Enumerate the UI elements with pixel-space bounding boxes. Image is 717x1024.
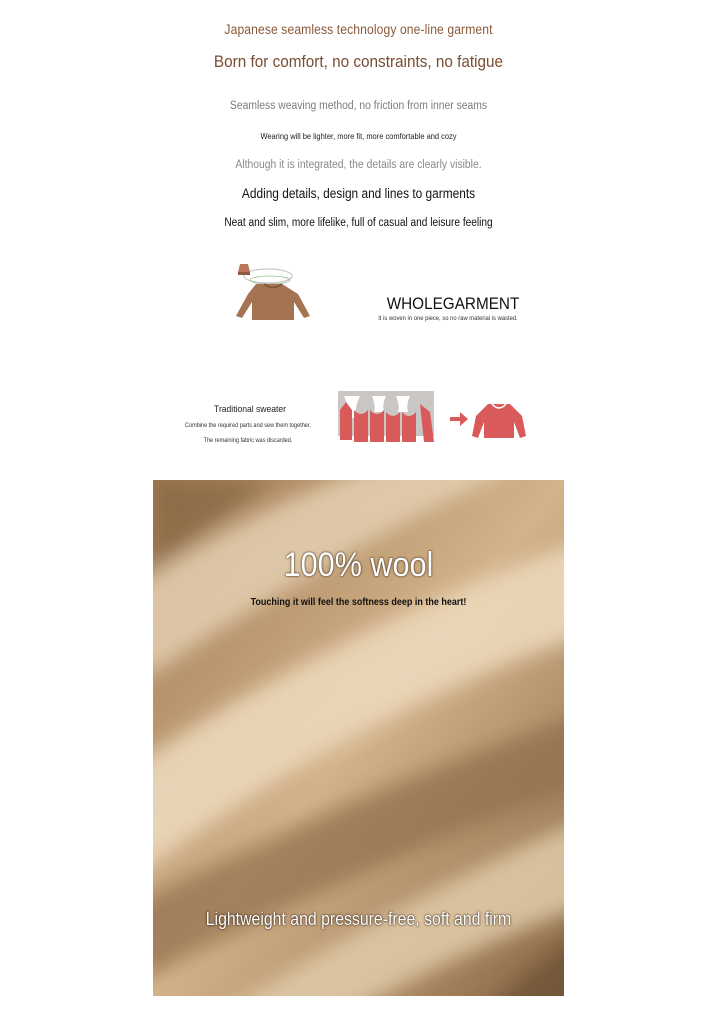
section-subtitle: Japanese seamless technology one-line garment <box>224 22 493 37</box>
traditional-note: The remaining fabric was discarded. <box>203 437 293 444</box>
traditional-title: Traditional sweater <box>214 404 286 415</box>
wool-fabric-image <box>153 480 564 996</box>
wool-title: 100% wool <box>283 546 434 584</box>
wholegarment-title: WHOLEGARMENT <box>386 294 520 313</box>
feature-line: Neat and slim, more lifelike, full of casual and leisure feeling <box>224 217 493 229</box>
sewn-panels-icon <box>336 388 528 446</box>
traditional-note: Combine the required parts and sew them together. <box>185 422 311 429</box>
feature-line: Adding details, design and lines to garments <box>241 186 476 201</box>
wool-footer: Lightweight and pressure-free, soft and firm <box>205 909 512 929</box>
knitted-sweater-icon <box>228 258 320 328</box>
feature-line: Although it is integrated, the details are clearly visible. <box>235 159 482 171</box>
wool-subtitle: Touching it will feel the softness deep in the heart! <box>250 597 467 608</box>
feature-line: Seamless weaving method, no friction from inner seams <box>229 100 488 112</box>
section-headline: Born for comfort, no constraints, no fatigue <box>213 52 504 71</box>
wholegarment-note: It is woven in one piece, so no raw material is wasted. <box>378 315 518 322</box>
feature-line: Wearing will be lighter, more fit, more comfortable and cozy <box>260 131 457 141</box>
